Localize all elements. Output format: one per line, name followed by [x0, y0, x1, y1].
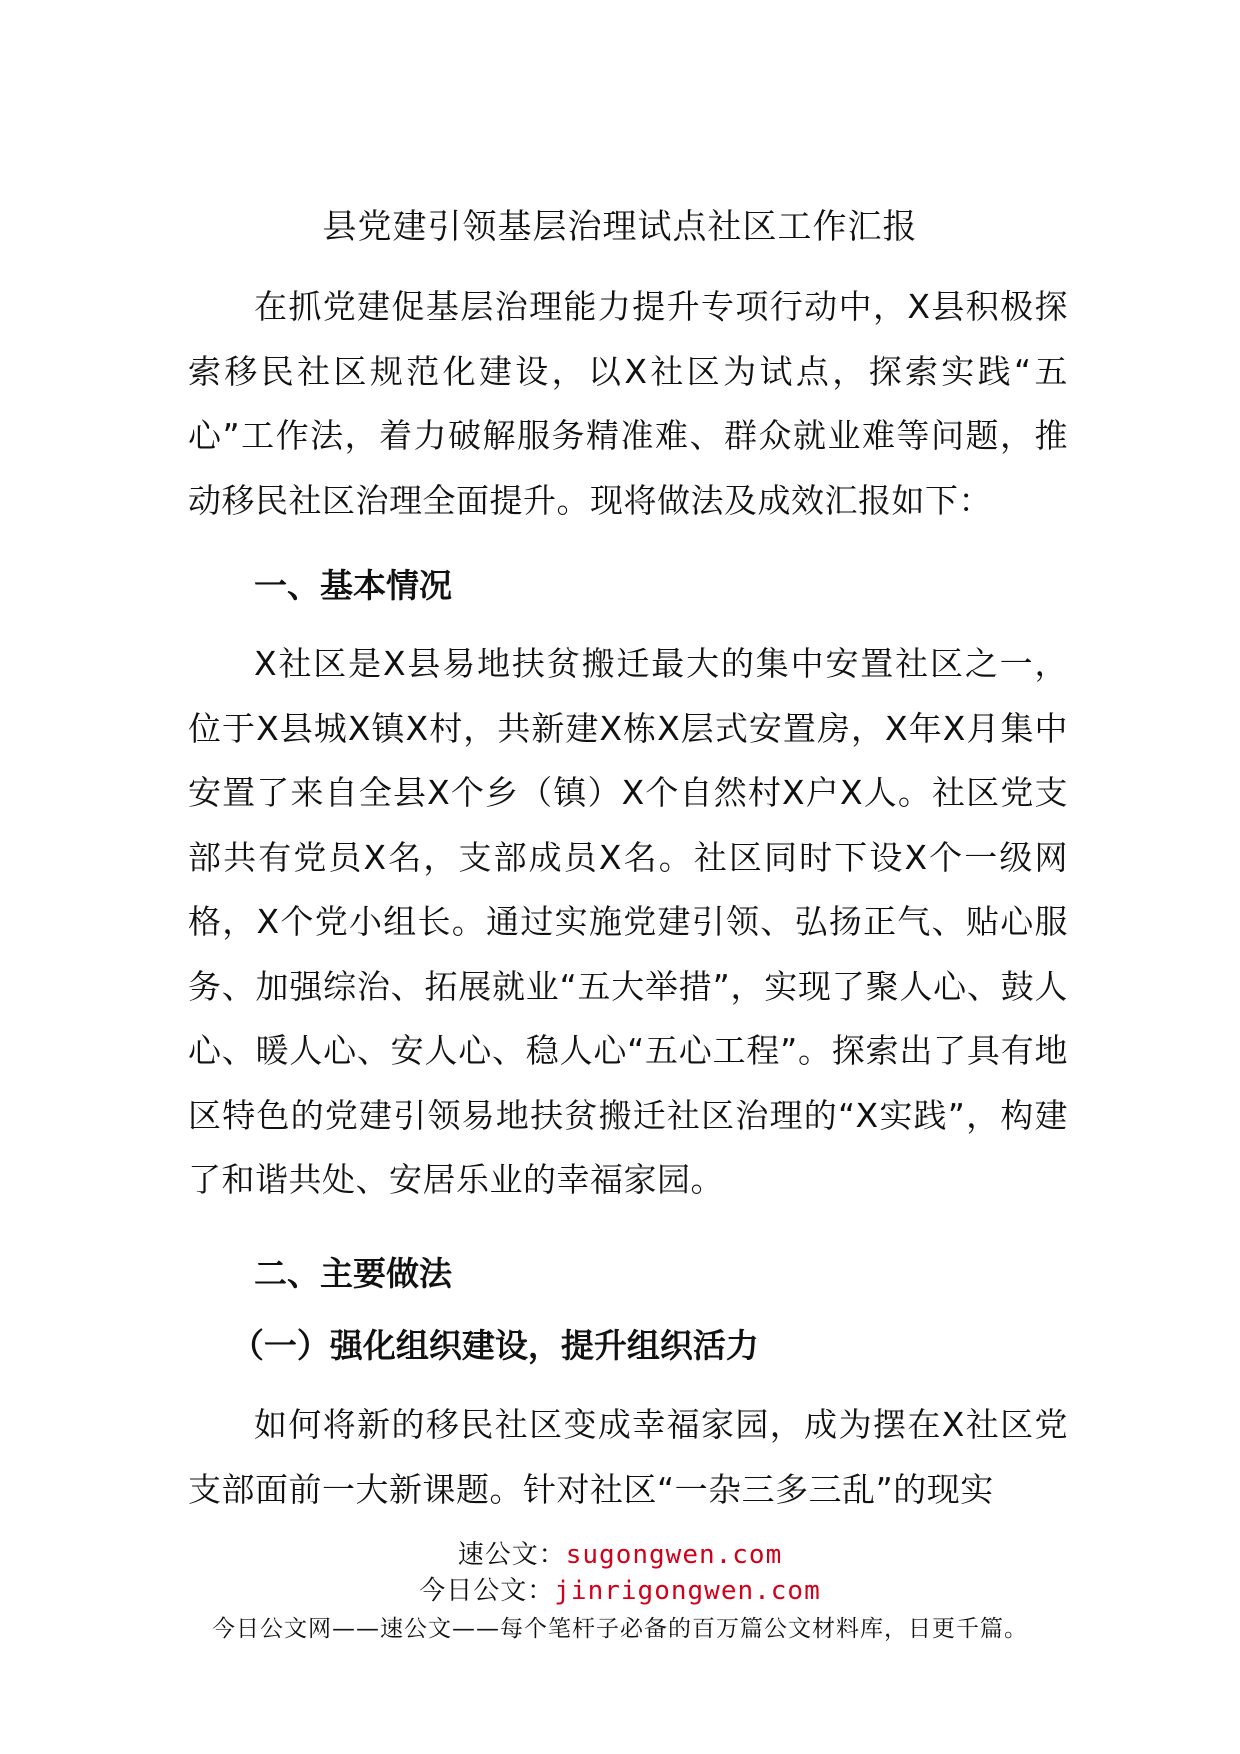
- footer-sugongwen-label: 速公文：: [457, 1540, 566, 1570]
- section-heading-main-practices: 二、主要做法: [254, 1254, 452, 1293]
- section-heading-basic-situation: 一、基本情况: [254, 566, 452, 605]
- footer-jinrigongwen-label: 今日公文：: [419, 1576, 555, 1606]
- footer-slogan: 今日公文网——速公文——每个笔杆子必备的百万篇公文材料库，日更千篇。: [212, 1616, 1028, 1642]
- footer-sugongwen: [0, 1538, 1240, 1572]
- footer-jinrigongwen: [0, 1574, 1240, 1608]
- basic-situation-paragraph: X社区是X县易地扶贫搬迁最大的集中安置社区之一，位于X县城X镇X村，共新建X栋X层式安置房，X年X月集中安置了来自全县X个乡（镇）X个自然村X户X人。社区党支部共有党员X名，支部成员X名。社区同时下设X个一级网格，X个党小组长。通过实施党建引领、弘扬正气、贴心服务、加强综治、拓展就业“五大举措”，实现了聚人心、鼓人心、暖人心、安人心、稳人心“五心工程”。探索出了具有地区特色的党建引领易地扶贫搬迁社区治理的“X实践”，构建了和谐共处、安居乐业的幸福家园。: [188, 644, 1068, 1199]
- document-title: 县党建引领基层治理试点社区工作汇报: [322, 207, 918, 247]
- footer-jinrigongwen-link[interactable]: jinrigongwen.com: [554, 1576, 821, 1606]
- subsection-heading-organization: （一）强化组织建设，提升组织活力: [230, 1326, 759, 1365]
- intro-paragraph: 在抓党建促基层治理能力提升专项行动中，X县积极探索移民社区规范化建设，以X社区为试点，探索实践“五心”工作法，着力破解服务精准难、群众就业难等问题，推动移民社区治理全面提升。现将做法及成效汇报如下：: [188, 287, 1068, 520]
- footer-sugongwen-link[interactable]: sugongwen.com: [565, 1540, 783, 1570]
- organization-paragraph: 如何将新的移民社区变成幸福家园，成为摆在X社区党支部面前一大新课题。针对社区“一杂三多三乱”的现实: [188, 1405, 1068, 1509]
